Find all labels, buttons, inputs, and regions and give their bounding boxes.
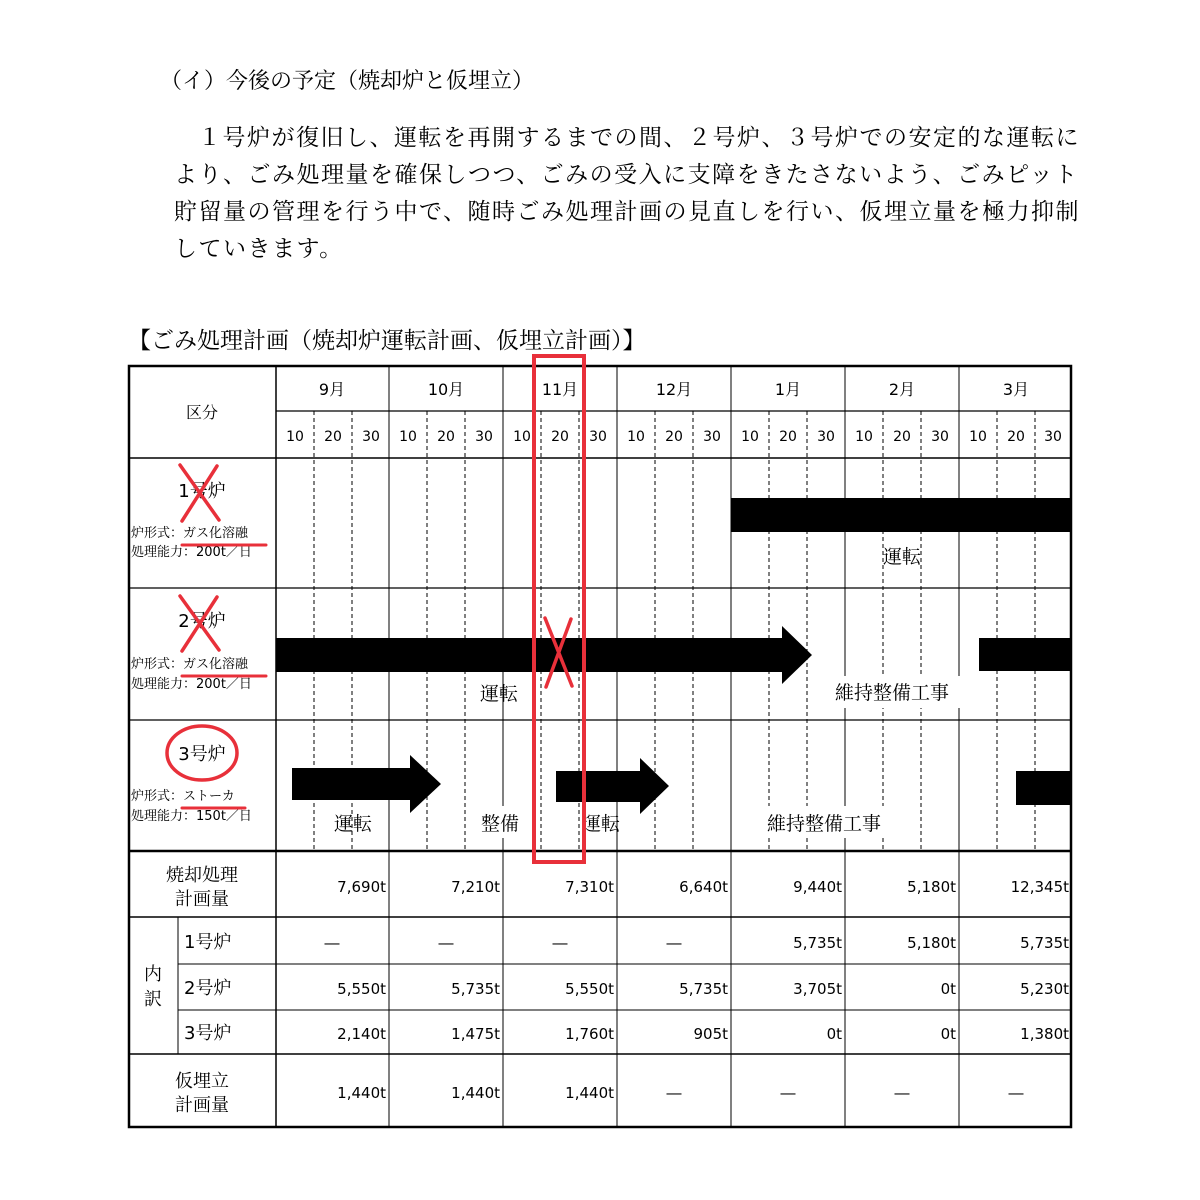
day-header: 30: [1044, 429, 1062, 445]
table-cell: 7,310t: [565, 878, 614, 896]
day-header: 10: [855, 429, 873, 445]
furnace-capacity: 処理能力：150t／日: [131, 809, 252, 824]
furnace-type: 炉形式：ガス化溶融: [131, 526, 249, 541]
furnace-1-schedule: [731, 498, 1071, 568]
body-paragraph: １号炉が復旧し、運転を再開するまでの間、２号炉、３号炉での安定的な運転により、ごみ処理量を確保しつつ、ごみの受入に支障をきたさないよう、ごみピット貯留量の管理を行う中で、随時ごみ処理計画の見直しを行い、仮埋立量を極力抑制していきます。: [174, 125, 1081, 262]
furnace-name: 3号炉: [178, 744, 226, 765]
bar-label: 運転: [581, 813, 621, 835]
incineration-row: [166, 865, 1069, 910]
table-cell: 12,345t: [1010, 878, 1069, 896]
month-header: 9月: [318, 380, 346, 399]
furnace-2-label: [131, 611, 252, 692]
furnace-name: 2号炉: [178, 611, 226, 632]
table-cell: 5,735t: [451, 980, 500, 998]
day-header: 30: [817, 429, 835, 445]
table-cell: 1,380t: [1020, 1025, 1069, 1043]
row-label: 1号炉: [184, 932, 232, 953]
table-cell: 6,640t: [679, 878, 728, 896]
table-cell: ―: [552, 934, 568, 952]
breakdown-row: [184, 978, 1069, 999]
operation-arrow: [276, 626, 812, 684]
table-cell: 5,180t: [907, 934, 956, 952]
table-cell: 1,440t: [565, 1084, 614, 1102]
table-cell: 0t: [940, 1025, 956, 1043]
table-cell: ―: [438, 934, 454, 952]
day-header: 20: [665, 429, 683, 445]
incineration-label: 焼却処理: [166, 865, 238, 886]
furnace-type: 炉形式：ストーカ: [131, 789, 235, 804]
bar-label: 運転: [479, 683, 519, 705]
furnace-name: 1号炉: [178, 481, 226, 502]
day-header: 10: [627, 429, 645, 445]
bar-label: 運転: [882, 546, 922, 568]
table-caption: 【ごみ処理計画（焼却炉運転計画、仮埋立計画）】: [128, 328, 646, 354]
row-label: 3号炉: [184, 1023, 232, 1044]
day-header: 30: [475, 429, 493, 445]
day-header: 10: [513, 429, 531, 445]
furnace-capacity: 処理能力：200t／日: [131, 545, 252, 560]
day-header: 30: [931, 429, 949, 445]
month-header: 3月: [1002, 380, 1030, 399]
table-cell: 5,735t: [793, 934, 842, 952]
table-cell: 5,735t: [679, 980, 728, 998]
table-cell: 5,180t: [907, 878, 956, 896]
day-header: 20: [551, 429, 569, 445]
month-header: 2月: [888, 380, 916, 399]
table-cell: ―: [666, 1084, 682, 1102]
bar-label: 運転: [333, 813, 373, 835]
table-cell: 7,210t: [451, 878, 500, 896]
table-cell: 0t: [940, 980, 956, 998]
table-cell: ―: [894, 1084, 910, 1102]
day-header: 10: [969, 429, 987, 445]
operation-bar: [731, 498, 1071, 532]
section-heading: （イ）今後の予定（焼却炉と仮埋立）: [160, 69, 535, 94]
furnace-1-label: [131, 481, 252, 560]
month-rules: [389, 366, 959, 1127]
table-cell: 3,705t: [793, 980, 842, 998]
table-cell: 2,140t: [337, 1025, 386, 1043]
table-cell: 1,760t: [565, 1025, 614, 1043]
operation-bar: [979, 638, 1071, 671]
day-headers: [286, 429, 1062, 445]
table-cell: 5,550t: [337, 980, 386, 998]
breakdown-label: 内: [144, 964, 162, 985]
table-cell: 5,550t: [565, 980, 614, 998]
day-header: 10: [399, 429, 417, 445]
table-cell: 1,440t: [337, 1084, 386, 1102]
day-header: 30: [362, 429, 380, 445]
row-label: 2号炉: [184, 978, 232, 999]
table-cell: 9,440t: [793, 878, 842, 896]
table-cell: 905t: [693, 1025, 728, 1043]
day-header: 10: [741, 429, 759, 445]
table-cell: ―: [780, 1084, 796, 1102]
day-header: 20: [1007, 429, 1025, 445]
table-frame: [129, 366, 1071, 1127]
day-header: 20: [324, 429, 342, 445]
table-cell: 5,735t: [1020, 934, 1069, 952]
breakdown-section: [144, 964, 162, 1010]
landfill-label: 計画量: [175, 1095, 229, 1116]
month-header: 10月: [427, 380, 465, 399]
month-header: 11月: [541, 380, 579, 399]
day-header: 30: [589, 429, 607, 445]
table-cell: ―: [666, 934, 682, 952]
breakdown-row: [184, 1023, 1069, 1044]
operation-arrow: [556, 758, 669, 814]
landfill-row: [175, 1071, 1024, 1116]
table-cell: 1,440t: [451, 1084, 500, 1102]
bar-label: 維持整備工事: [766, 813, 882, 835]
table-cell: 0t: [826, 1025, 842, 1043]
operation-bar: [1016, 771, 1071, 805]
day-header: 10: [286, 429, 304, 445]
furnace-2-schedule: [276, 626, 1071, 708]
day-header: 20: [437, 429, 455, 445]
breakdown-label: 訳: [144, 989, 162, 1010]
furnace-type: 炉形式：ガス化溶融: [131, 657, 249, 672]
month-headers: [319, 380, 1029, 399]
day-header: 30: [703, 429, 721, 445]
day-header: 20: [893, 429, 911, 445]
category-header: 区分: [185, 403, 219, 422]
table-cell: 5,230t: [1020, 980, 1069, 998]
table-cell: ―: [324, 934, 340, 952]
bar-label: 維持整備工事: [834, 682, 950, 704]
furnace-capacity: 処理能力：200t／日: [131, 677, 252, 692]
breakdown-row: [184, 932, 1069, 953]
incineration-label: 計画量: [175, 889, 229, 910]
bar-label: 整備: [480, 813, 520, 835]
table-cell: 1,475t: [451, 1025, 500, 1043]
day-header: 20: [779, 429, 797, 445]
table-cell: 7,690t: [337, 878, 386, 896]
furnace-3-label: [131, 744, 252, 824]
month-header: 1月: [774, 380, 802, 399]
furnace-3-schedule: [292, 755, 1071, 838]
month-header: 12月: [655, 380, 693, 399]
table-cell: ―: [1008, 1084, 1024, 1102]
landfill-label: 仮埋立: [175, 1071, 229, 1092]
